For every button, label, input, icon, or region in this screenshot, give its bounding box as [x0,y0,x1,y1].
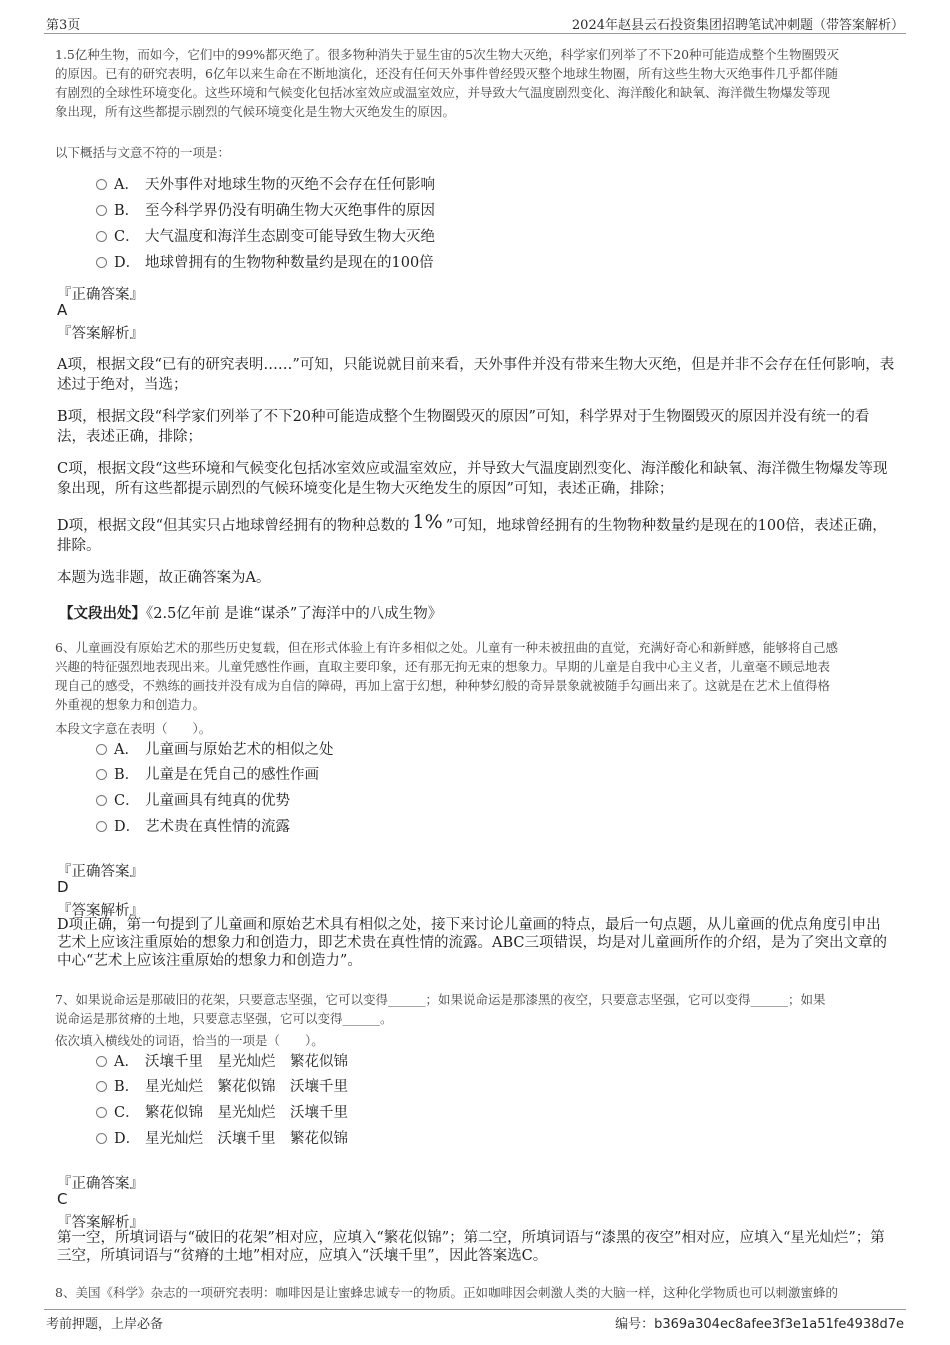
radio-icon[interactable] [96,231,107,242]
q5-explanation-a: A项，根据文段“已有的研究表明……”可知，只能说就目前来看，天外事件并没有带来生物大灭绝，但是并非不会存在任何影响，表述过于绝对，当选； [57,357,895,393]
explanation-text: D项，根据文段“但其实只占地球曾经拥有的物种总数的 [57,518,410,534]
explanation-text: ”可知，地球曾经拥有的生物物种数量约是现在的100倍，表述正确，排除。 [57,518,887,554]
q6-explanation: D项正确，第一句提到了儿童画和原始艺术具有相似之处，接下来讨论儿童画的特点，最后一句点题，从儿童画的优点角度引申出艺术上应该注重原始的想象力和创造力，即艺术贵在真性情的流露。ABC三项错误，均是对儿童画所作的介绍，是为了突出文章的中心“艺术上应该注重原始的想象力和创造力”。 [57,917,887,969]
q6-option-d[interactable] [96,816,290,838]
q5-explanation-d [57,511,895,556]
page-footer [44,1313,906,1331]
radio-icon[interactable] [96,744,107,755]
option-text: 星光灿烂 繁花似锦 沃壤千里 [145,1079,348,1095]
radio-icon[interactable] [96,1107,107,1118]
q6-option-c[interactable] [96,790,290,812]
document-code: 编号：b369a304ec8afee3f3e1a51fe4938d7e [615,1317,904,1332]
source-title: 《2.5亿年前 是谁“谋杀”了海洋中的八成生物》 [146,606,443,622]
q5-analysis-label: 『答案解析』 [57,326,144,342]
option-text: 星光灿烂 沃壤千里 繁花似锦 [145,1131,348,1147]
passage-line: 现自己的感受，不熟练的画技并没有成为自信的障碍，再加上富于幻想，种种梦幻般的奇异景象就被随手勾画出来了。这就是在艺术上值得格 [55,678,831,693]
passage-line: 有剧烈的全球性环境变化。这些环境和气候变化包括冰室效应或温室效应，并导致大气温度剧烈变化、海洋酸化和缺氧、海洋微生物爆发等现 [55,85,831,100]
option-letter: A． [114,177,139,193]
q5-passage [55,45,893,121]
option-letter: D． [114,255,141,271]
q5-prompt: 以下概括与文意不符的一项是： [55,145,231,160]
footer-divider [44,1309,906,1310]
option-text: 儿童是在凭自己的感性作画 [145,767,319,783]
option-text: 繁花似锦 星光灿烂 沃壤千里 [145,1105,348,1121]
document-title: 2024年赵县云石投资集团招聘笔试冲刺题（带答案解析） [571,18,904,33]
q7-passage [55,990,893,1028]
option-letter: A． [114,1054,139,1070]
option-text: 儿童画具有纯真的优势 [145,793,290,809]
q5-conclusion: 本题为选非题，故正确答案为A。 [57,570,271,586]
passage-line: 1.5亿种生物，而如今，它们中的99%都灭绝了。很多物种消失于显生宙的5次生物大灭绝，科学家们列举了不下20种可能造成整个生物圈毁灭 [55,47,840,62]
option-text: 天外事件对地球生物的灭绝不会存在任何影响 [145,177,435,193]
q6-analysis-label: 『答案解析』 [57,903,144,919]
page-header [44,14,906,32]
q6-option-b[interactable] [96,764,319,786]
q6-answer: D [57,878,69,896]
passage-line: 象出现，所有这些都提示剧烈的气候环境变化是生物大灭绝发生的原因。 [55,104,456,119]
option-letter: A． [114,742,139,758]
option-letter: C． [114,793,140,809]
option-letter: B． [114,203,140,219]
option-letter: C． [114,229,140,245]
q5-source [59,602,442,623]
option-text: 大气温度和海洋生态剧变可能导致生物大灭绝 [145,229,435,245]
q6-prompt: 本段文字意在表明（ ）。 [55,721,212,736]
passage-line: 说命运是那贫瘠的土地，只要意志坚强，它可以变得______。 [55,1011,393,1026]
passage-line: 兴趣的特征强烈地表现出来。儿童凭感性作画，直取主要印象，还有那无拘无束的想象力。早期的儿童是自我中心主义者，儿童毫不顾忌地表 [55,659,831,674]
q5-explanation-c: C项，根据文段“这些环境和气候变化包括冰室效应或温室效应，并导致大气温度剧烈变化、海洋酸化和缺氧、海洋微生物爆发等现象出现，所有这些都提示剧烈的气候环境变化是生物大灭绝发生的原因”可知，表述正确，排除； [57,461,888,497]
radio-icon[interactable] [96,821,107,832]
option-letter: D． [114,1131,141,1147]
q7-answer: C [57,1190,68,1208]
radio-icon[interactable] [96,1056,107,1067]
passage-line: 6、儿童画没有原始艺术的那些历史复载，但在形式体验上有许多相似之处。儿童有一种未被扭曲的直觉，充满好奇心和新鲜感，能够将自己感 [55,640,838,655]
option-letter: D． [114,819,141,835]
q6-answer-label: 『正确答案』 [57,864,144,880]
q5-answer-label: 『正确答案』 [57,287,144,303]
q5-answer: A [57,301,68,319]
q7-option-d[interactable] [96,1128,348,1150]
source-label: 【文段出处】 [59,605,146,622]
page-number: 第3页 [46,18,81,33]
header-divider [44,33,906,34]
q6-passage [55,638,893,714]
option-letter: B． [114,767,140,783]
q7-prompt: 依次填入横线处的词语，恰当的一项是（ ）。 [55,1033,324,1048]
radio-icon[interactable] [96,257,107,268]
option-letter: C． [114,1105,140,1121]
radio-icon[interactable] [96,1133,107,1144]
q7-option-a[interactable] [96,1051,348,1073]
option-text: 艺术贵在真性情的流露 [145,819,290,835]
q5-option-c[interactable] [96,226,435,248]
radio-icon[interactable] [96,769,107,780]
option-letter: B． [114,1079,140,1095]
q7-explanation: 第一空，所填词语与“破旧的花架”相对应，应填入“繁花似锦”；第二空，所填词语与“漆黑的夜空”相对应，应填入“星光灿烂”；第三空，所填词语与“贫瘠的土地”相对应，应填入“沃壤千里”，因此答案选C。 [57,1230,885,1264]
q7-answer-label: 『正确答案』 [57,1176,144,1192]
q6-option-a[interactable] [96,739,334,761]
radio-icon[interactable] [96,1081,107,1092]
q5-explanation-b: B项，根据文段“科学家们列举了不下20种可能造成整个生物圈毁灭的原因”可知，科学界对于生物圈毁灭的原因并没有统一的看法，表述正确，排除； [57,409,870,445]
q5-option-d[interactable] [96,252,434,274]
q7-analysis-label: 『答案解析』 [57,1215,144,1231]
passage-line: 7、如果说命运是那破旧的花架，只要意志坚强，它可以变得______；如果说命运是那漆黑的夜空，只要意志坚强，它可以变得______；如果 [55,992,826,1007]
option-text: 沃壤千里 星光灿烂 繁花似锦 [145,1054,348,1070]
footer-slogan: 考前押题，上岸必备 [46,1317,164,1332]
option-text: 至今科学界仍没有明确生物大灭绝事件的原因 [145,203,435,219]
percent-formula: 1% [412,511,443,533]
option-text: 儿童画与原始艺术的相似之处 [145,742,334,758]
q7-option-c[interactable] [96,1102,348,1124]
radio-icon[interactable] [96,179,107,190]
q7-option-b[interactable] [96,1076,348,1098]
q5-option-b[interactable] [96,200,435,222]
passage-line: 外重视的想象力和创造力。 [55,697,206,712]
radio-icon[interactable] [96,205,107,216]
passage-line: 的原因。已有的研究表明，6亿年以来生命在不断地演化，还没有任何天外事件曾经毁灭整个地球生物圈，所有这些生物大灭绝事件几乎都伴随 [55,66,838,81]
q5-option-a[interactable] [96,174,435,196]
option-text: 地球曾拥有的生物物种数量约是现在的100倍 [145,255,434,271]
radio-icon[interactable] [96,795,107,806]
q8-passage: 8、美国《科学》杂志的一项研究表明：咖啡因是让蜜蜂忠诚专一的物质。正如咖啡因会刺激人类的大脑一样，这种化学物质也可以刺激蜜蜂的 [55,1285,838,1300]
